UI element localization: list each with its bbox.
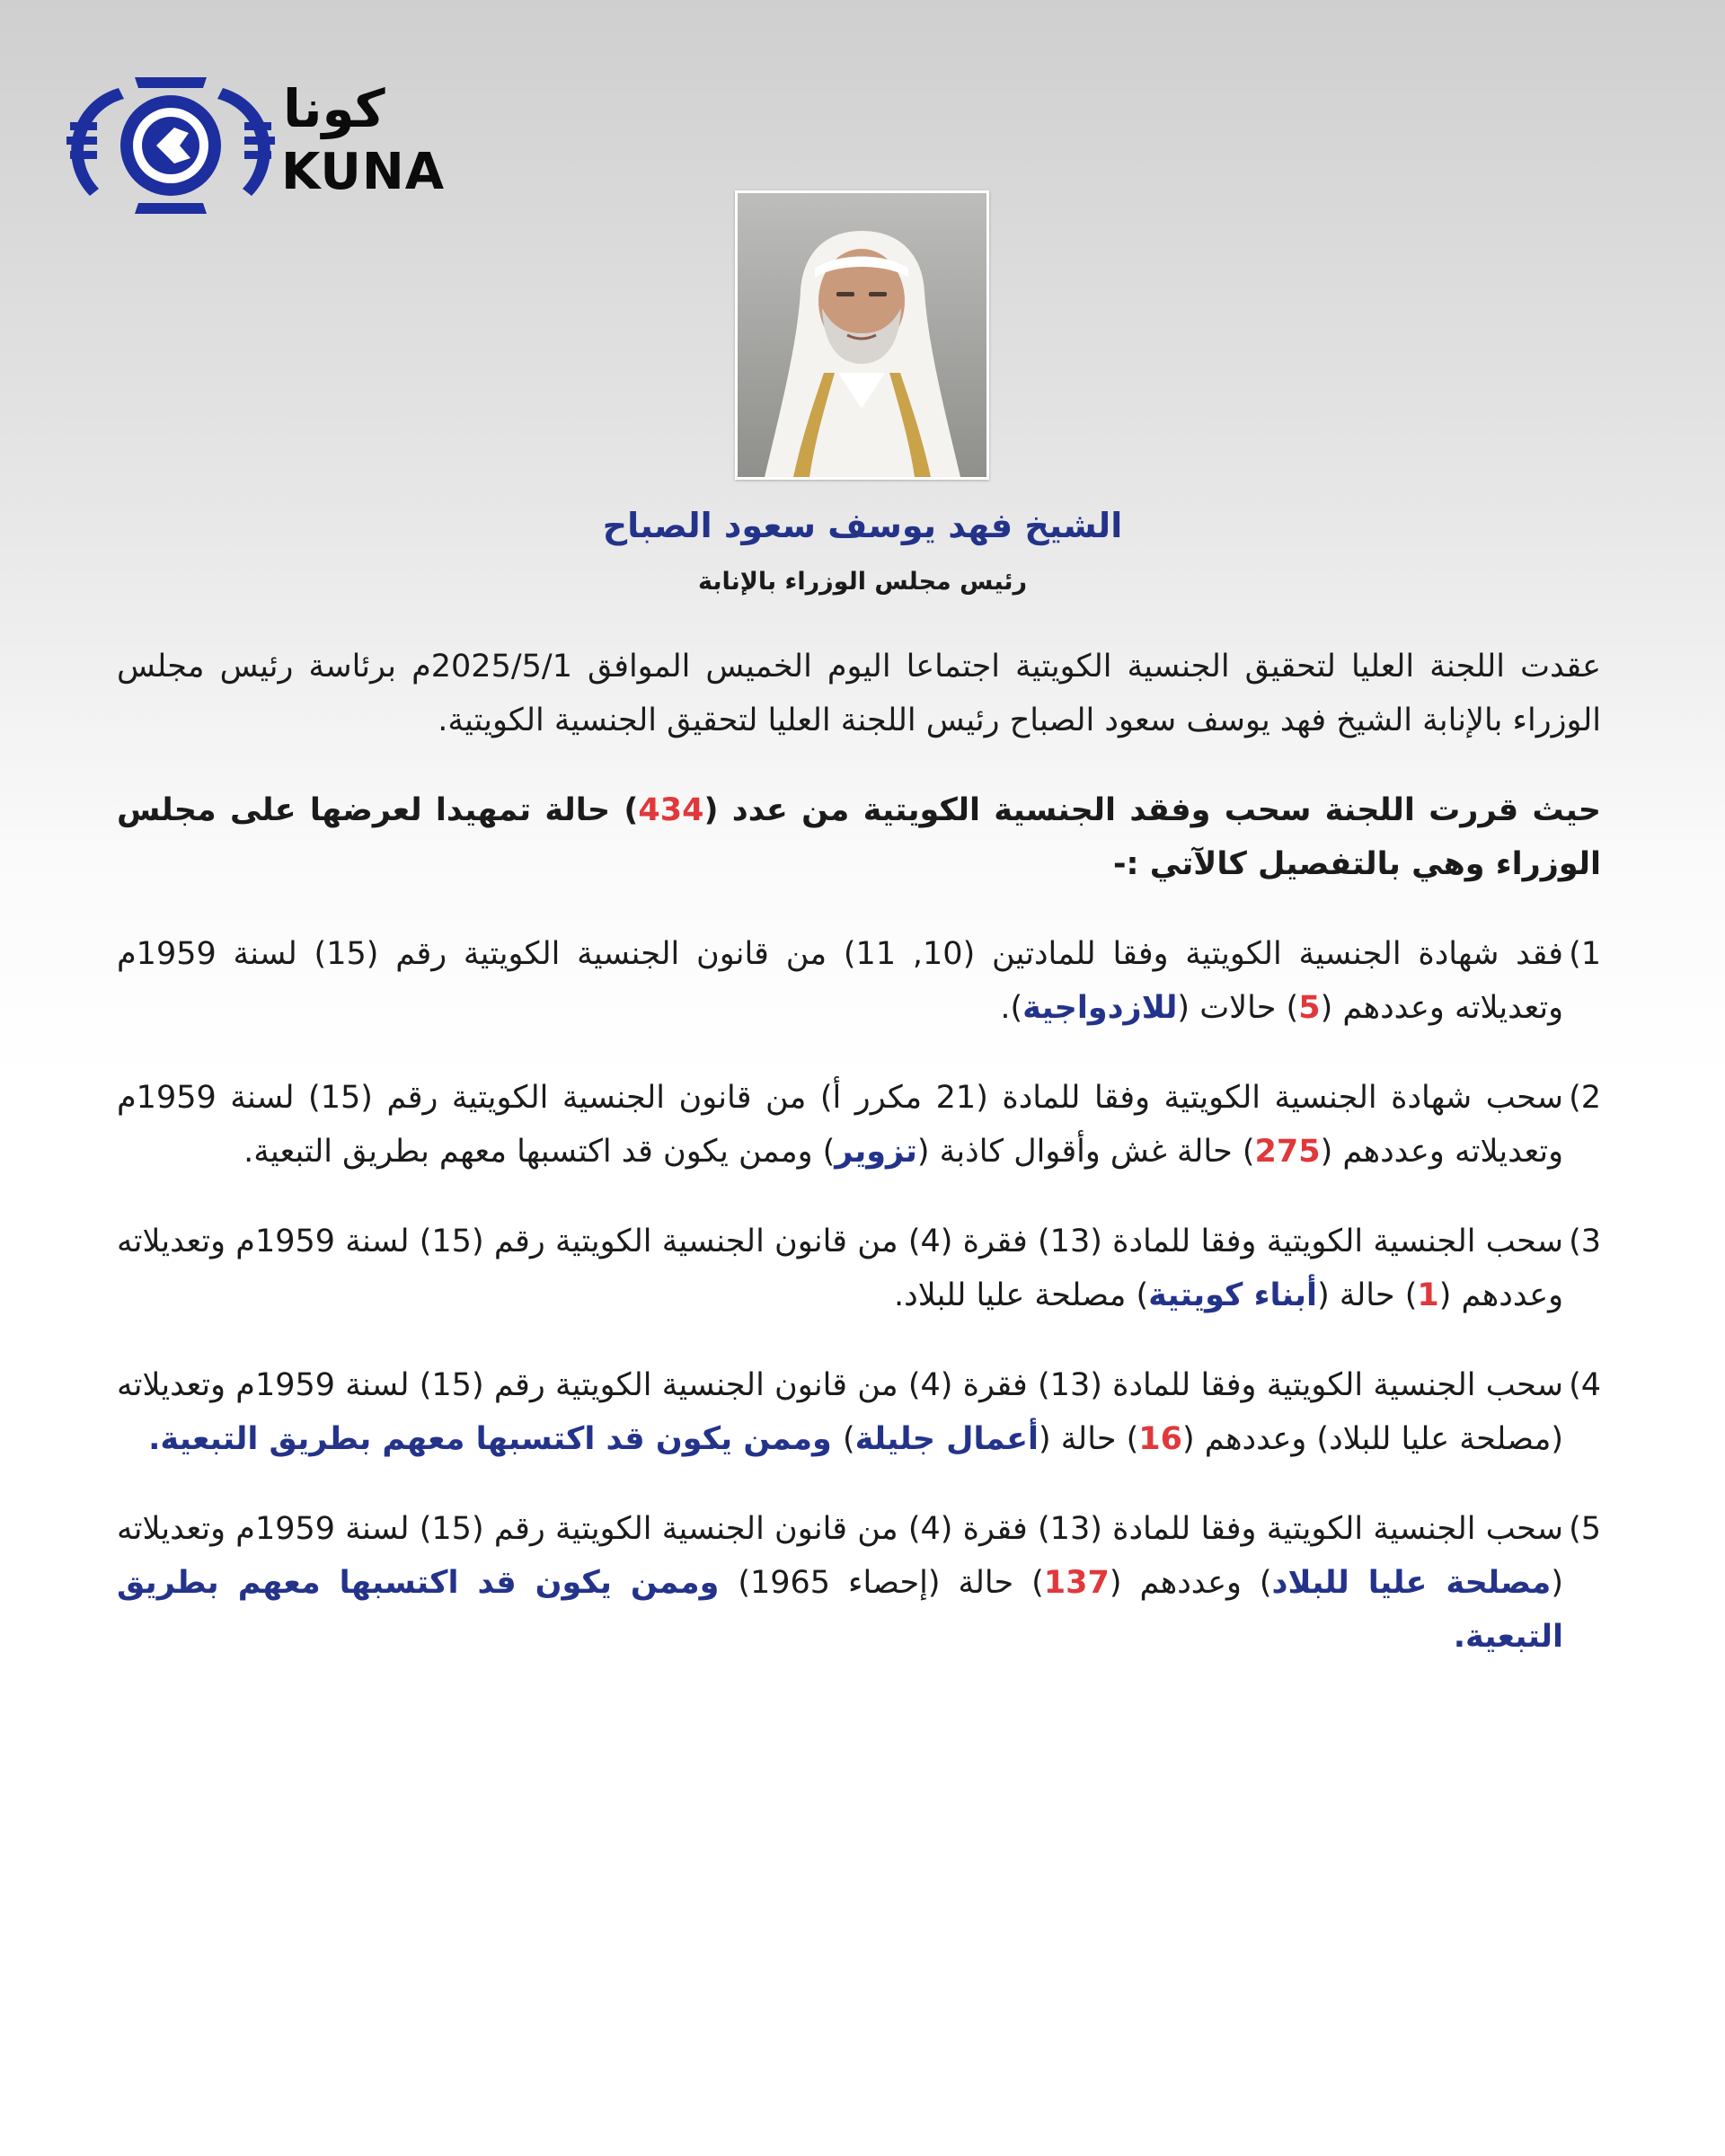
list-item	[117, 1071, 1601, 1179]
decision-text-before: حيث قررت اللجنة سحب وفقد الجنسية الكويتية من عدد (	[703, 792, 1601, 828]
item-text-part: سحب الجنسية الكويتية وفقا للمادة (13) فقرة (4) من قانون الجنسية الكويتية رقم (15) لسنة 1959م وتعديلاته (مصلحة عليا للبلاد) وعددهم (	[117, 1367, 1563, 1457]
item-text-part: سحب الجنسية الكويتية وفقا للمادة (13) فقرة (4) من قانون الجنسية الكويتية رقم (15) لسنة 1959م وتعديلاته (	[117, 1511, 1563, 1601]
list-item	[117, 1215, 1601, 1322]
logo-arabic-text: كونا	[283, 78, 385, 139]
item-count: 16	[1138, 1421, 1183, 1457]
item-count: 5	[1298, 990, 1321, 1026]
item-text-part: ) مصلحة عليا للبلاد.	[893, 1277, 1149, 1313]
item-text	[117, 1215, 1563, 1322]
portrait-photo	[735, 190, 989, 480]
item-text-part: ) حالات (	[1177, 990, 1299, 1026]
item-text-part: ) وعددهم (	[1109, 1565, 1272, 1601]
item-text	[117, 1502, 1563, 1664]
kuna-emblem-icon	[63, 70, 279, 223]
item-reason: تزوير	[835, 1134, 917, 1170]
item-text-part: ).	[1000, 990, 1023, 1026]
item-number: 4)	[1569, 1367, 1601, 1403]
item-text-part: سحب الجنسية الكويتية وفقا للمادة (13) فقرة (4) من قانون الجنسية الكويتية رقم (15) لسنة 1959م وتعديلاته وعددهم (	[117, 1224, 1563, 1313]
item-reason: مصلحة عليا للبلاد	[1271, 1565, 1552, 1601]
decision-text-after: ) حالة تمهيدا لعرضها على مجلس الوزراء وهي بالتفصيل كالآتي :-	[117, 792, 1601, 882]
item-reason: أبناء كويتية	[1148, 1277, 1318, 1313]
item-text	[117, 1358, 1563, 1466]
decision-paragraph	[117, 783, 1601, 891]
decision-count: 434	[638, 792, 704, 828]
item-reason: أعمال جليلة	[854, 1421, 1039, 1457]
item-text-part: )	[842, 1421, 855, 1457]
item-text-part: ) حالة (	[1317, 1277, 1418, 1313]
item-text-part: سحب شهادة الجنسية الكويتية وفقا للمادة (21 مكرر أ) من قانون الجنسية الكويتية رقم (15) لسنة 1959م وتعديلاته وعددهم (	[117, 1080, 1563, 1170]
item-text-part: ) حالة (إحصاء 1965)	[738, 1565, 1044, 1601]
list-item	[117, 1358, 1601, 1466]
item-tail: وممن يكون قد اكتسبها معهم بطريق التبعية.	[148, 1421, 843, 1457]
intro-paragraph: عقدت اللجنة العليا لتحقيق الجنسية الكويتية اجتماعا اليوم الخميس الموافق 2025/5/1م برئاسة رئيس مجلس الوزراء بالإنابة الشيخ فهد يوسف سعود الصباح رئيس اللجنة العليا لتحقيق الجنسية الكويتية.	[117, 649, 1601, 738]
item-number: 3)	[1569, 1224, 1601, 1259]
item-count: 275	[1254, 1134, 1321, 1170]
person-name: الشيخ فهد يوسف سعود الصباح	[602, 506, 1123, 545]
list-item	[117, 1502, 1601, 1664]
item-number: 2)	[1569, 1080, 1601, 1116]
list-item	[117, 927, 1601, 1035]
item-number: 5)	[1569, 1511, 1601, 1547]
item-count: 137	[1043, 1565, 1110, 1601]
item-text-part: ) وممن يكون قد اكتسبها معهم بطريق التبعية.	[243, 1134, 836, 1170]
item-reason: للازدواجية	[1022, 990, 1178, 1026]
kuna-logo	[63, 70, 458, 223]
article-body	[117, 640, 1601, 1700]
item-number: 1)	[1569, 936, 1601, 972]
item-text-part: ) حالة غش وأقوال كاذبة (	[916, 1134, 1255, 1170]
person-position: رئيس مجلس الوزراء بالإنابة	[697, 568, 1028, 596]
logo-english-text: KUNA	[281, 143, 446, 201]
item-text-part: فقد شهادة الجنسية الكويتية وفقا للمادتين (10, 11) من قانون الجنسية الكويتية رقم (15) لسنة 1959م وتعديلاته وعددهم (	[117, 936, 1563, 1026]
item-tail: وممن يكون قد اكتسبها معهم بطريق التبعية.	[117, 1565, 1563, 1655]
portrait-icon	[738, 193, 986, 477]
item-text	[117, 1071, 1563, 1179]
item-text-part: ) حالة (	[1039, 1421, 1139, 1457]
item-text	[117, 927, 1563, 1035]
item-count: 1	[1417, 1277, 1439, 1313]
